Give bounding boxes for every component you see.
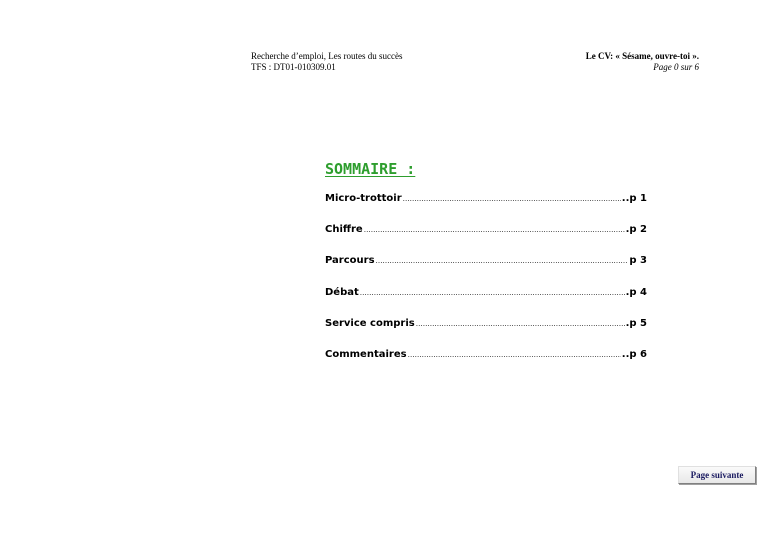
- toc-dot-leader: [408, 351, 621, 359]
- toc-dot-leader: [376, 257, 629, 265]
- toc-dot-leader: [360, 289, 625, 297]
- toc-entry-page: .p 4: [625, 286, 647, 298]
- toc-entry-page: p 3: [629, 255, 647, 267]
- table-of-contents: [325, 193, 647, 380]
- toc-entry-page: ..p 6: [621, 348, 647, 360]
- toc-entry-label: Parcours: [325, 255, 375, 267]
- document-header-right: [586, 51, 699, 73]
- toc-entry-chiffre[interactable]: [325, 224, 647, 255]
- toc-entry-page: ..p 1: [621, 193, 647, 204]
- toc-entry-service-compris[interactable]: [325, 318, 647, 349]
- header-document-reference: TFS : DT01-010309.01: [251, 62, 336, 72]
- toc-entry-label: Service compris: [325, 317, 415, 329]
- toc-dot-leader: [403, 195, 621, 203]
- next-page-button[interactable]: Page suivante: [678, 466, 756, 484]
- header-section-title: Le CV: « Sésame, ouvre-toi ».: [585, 51, 699, 61]
- toc-entry-page: .p 2: [625, 224, 647, 236]
- toc-entry-parcours[interactable]: [325, 255, 647, 286]
- toc-entry-label: Chiffre: [325, 224, 363, 236]
- toc-entry-debat[interactable]: [325, 287, 647, 318]
- toc-dot-leader: [416, 320, 625, 328]
- toc-dot-leader: [364, 226, 625, 234]
- toc-entry-commentaires[interactable]: [325, 349, 647, 380]
- toc-entry-micro-trottoir[interactable]: [325, 193, 647, 224]
- toc-entry-page: .p 5: [625, 317, 647, 329]
- header-document-title: Recherche d’emploi, Les routes du succès: [251, 51, 403, 61]
- toc-entry-label: Micro-trottoir: [325, 193, 402, 204]
- toc-title: SOMMAIRE :: [325, 160, 416, 178]
- document-header-left: [251, 51, 402, 73]
- toc-entry-label: Commentaires: [325, 348, 407, 360]
- toc-entry-label: Débat: [325, 286, 359, 298]
- header-page-number: Page 0 sur 6: [653, 62, 699, 72]
